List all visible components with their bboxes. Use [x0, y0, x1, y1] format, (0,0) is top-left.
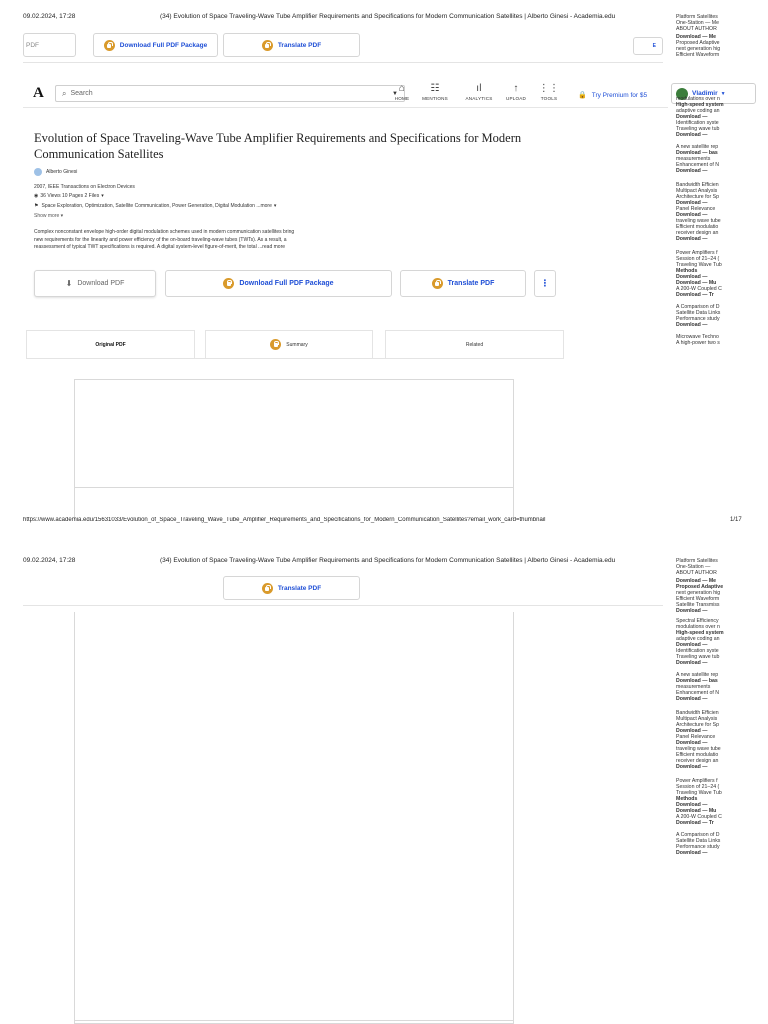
sidebar-item[interactable]: High-speed system	[676, 102, 724, 108]
sidebar-item[interactable]: A Comparison of D	[676, 832, 720, 838]
sidebar-item[interactable]: measurements	[676, 156, 711, 162]
publication-info: 2007, IEEE Transactions on Electron Devices	[34, 184, 135, 190]
sidebar-item[interactable]: Power Amplifiers f	[676, 778, 718, 784]
sidebar-line: One-Station — Me	[676, 20, 719, 26]
sidebar-download-link[interactable]: Download —	[676, 132, 708, 138]
sidebar-download-link[interactable]: Download — Me	[676, 34, 717, 40]
sidebar-item[interactable]: Proposed Adaptive	[676, 584, 724, 590]
sidebar-item[interactable]: Spectral Efficiency	[676, 618, 719, 624]
sidebar-download-link[interactable]: Download —	[676, 696, 708, 702]
sidebar-download-link[interactable]: Download — Mu	[676, 280, 717, 286]
sidebar-item[interactable]: Session of 21–24 (	[676, 256, 720, 262]
lock-icon	[262, 583, 273, 594]
author-row[interactable]	[34, 168, 77, 176]
sidebar-item[interactable]: modulations over n	[676, 96, 720, 102]
lock-icon	[262, 40, 273, 51]
print-page-title-page2: (34) Evolution of Space Traveling-Wave Tube Amplifier Requirements and Specifications for Modern Communication Satellites | Alberto Ginesi - Academia.edu	[160, 557, 616, 564]
related-papers-sidebar-page2	[676, 558, 768, 1024]
sidebar-item[interactable]: A new satellite rep	[676, 672, 719, 678]
tools-icon: ⋮⋮	[538, 83, 560, 94]
download-icon: ⬇	[65, 279, 73, 288]
lock-icon	[270, 339, 281, 350]
sidebar-item[interactable]: Microwave Techno	[676, 334, 719, 340]
sidebar-download-link[interactable]: Download —	[676, 802, 708, 808]
sidebar-item[interactable]: Bandwidth Efficien	[676, 710, 719, 716]
download-pdf-main-label: Download PDF	[77, 280, 125, 287]
abstract-line-3: reassessment of typical TWT specifications is required. A digital system-level figure-of-merit, the total ...read more	[34, 244, 286, 250]
sidebar-item[interactable]: Enhancement of N	[676, 690, 719, 696]
translate-pdf-label: Translate PDF	[277, 41, 322, 49]
more-options-icon: ⋮	[540, 278, 550, 288]
sidebar-item[interactable]: Efficient modulatio	[676, 752, 719, 758]
sidebar-item[interactable]: High-speed system	[676, 630, 724, 636]
sidebar-item[interactable]: Session of 21–24 (	[676, 784, 720, 790]
sidebar-item[interactable]: A Comparison of D	[676, 304, 720, 310]
sidebar-item[interactable]: next generation hig	[676, 590, 721, 596]
sidebar-item[interactable]: Satellite Data Links	[676, 310, 721, 316]
translate-pdf-button-main[interactable]	[400, 270, 526, 297]
paper-title-line-2: Communication Satellites	[34, 147, 164, 161]
sidebar-download-link[interactable]: Download —	[676, 764, 708, 770]
pdf-page-viewer-page2[interactable]	[74, 612, 514, 1024]
sidebar-item[interactable]: Bandwidth Efficien	[676, 182, 719, 188]
sidebar-download-link[interactable]: Download — Tr	[676, 292, 714, 298]
download-package-main-label: Download Full PDF Package	[239, 280, 334, 287]
sidebar-download-link[interactable]: Download —	[676, 114, 708, 120]
topics-text[interactable]: Space Exploration, Optimization, Satellite Communication, Power Generation, Digital Modulation ...more	[41, 203, 272, 209]
sidebar-item[interactable]: Power Amplifiers f	[676, 250, 718, 256]
tab-original-pdf-label: Original PDF	[95, 341, 126, 348]
print-date: 09.02.2024, 17:28	[23, 13, 76, 20]
sidebar-download-link[interactable]: Download —	[676, 322, 708, 328]
search-icon: ⌕	[62, 88, 67, 98]
sidebar-download-link[interactable]: Download —	[676, 168, 708, 174]
tab-related[interactable]	[385, 330, 564, 358]
sidebar-item[interactable]: Identification syste	[676, 120, 719, 126]
sidebar-item[interactable]: Efficient Waveform	[676, 52, 720, 58]
sidebar-item[interactable]: traveling wave tube	[676, 218, 721, 224]
sidebar-item[interactable]: Traveling Wave Tub	[676, 262, 722, 268]
nav-analytics-label: ANALYTICS	[465, 96, 493, 101]
download-pdf-button-main[interactable]	[34, 270, 156, 297]
sidebar-item[interactable]: Architecture for Sp	[676, 194, 719, 200]
sidebar-item[interactable]: next generation hig	[676, 46, 721, 52]
lock-icon	[432, 278, 443, 289]
sidebar-download-link[interactable]: Download —	[676, 200, 708, 206]
sidebar-item[interactable]: Enhancement of N	[676, 162, 719, 168]
download-package-button[interactable]	[93, 33, 218, 57]
sidebar-download-link[interactable]: Download — bas	[676, 150, 718, 156]
tag-icon: ⚑	[34, 203, 39, 209]
sidebar-download-link[interactable]: Download —	[676, 642, 708, 648]
print-date-page2: 09.02.2024, 17:28	[23, 557, 76, 564]
sidebar-line: ABOUT AUTHOR	[676, 26, 717, 32]
try-premium-label: Try Premium for $5	[591, 91, 648, 99]
show-more-link[interactable]: Show more ▾	[34, 213, 64, 219]
tabs-divider	[26, 358, 564, 359]
sidebar-item[interactable]: Multipact Analysis	[676, 716, 718, 722]
sidebar-item[interactable]: Panel Relevance	[676, 734, 716, 740]
lock-icon	[104, 40, 115, 51]
home-icon: ⌂	[398, 83, 406, 94]
sidebar-item[interactable]: Satellite Transmiss	[676, 602, 720, 608]
sidebar-item[interactable]: Methods	[676, 796, 698, 802]
abstract-line-2: new requirements for the linearity and power efficiency of the on-board traveling-wave tubes (TWTs). As a result, a	[34, 236, 287, 243]
academia-logo[interactable]: A	[33, 85, 44, 101]
nav-upload-label: UPLOAD	[505, 96, 527, 101]
chevron-down-icon[interactable]: ▾	[101, 193, 104, 199]
sticky-action-bar	[23, 29, 663, 63]
chevron-down-icon: ▼	[720, 90, 726, 97]
sidebar-item[interactable]: Efficient modulatio	[676, 224, 719, 230]
sidebar-download-link[interactable]: Download —	[676, 608, 708, 614]
sidebar-item[interactable]: Methods	[676, 268, 698, 274]
tab-related-label: Related	[465, 341, 484, 348]
show-more-label: Show more	[34, 213, 60, 219]
sticky-action-bar-page2	[23, 572, 663, 606]
sidebar-line: Platform Satellites	[676, 14, 718, 20]
related-papers-sidebar	[676, 14, 768, 519]
nav-tools-label: TOOLS	[540, 96, 558, 101]
nav-mentions-label: MENTIONS	[422, 96, 448, 101]
download-pdf-label: PDF	[26, 41, 39, 49]
sticky-more-button[interactable]	[633, 37, 663, 55]
sidebar-line: ABOUT AUTHOR	[676, 570, 717, 576]
print-url: https://www.academia.edu/15631033/Evolution_of_Space_Traveling_Wave_Tube_Amplifier_Requirements_and_Specifications_for_Modern_Communication_Satellites?email_work_card=thumbnail	[23, 517, 546, 523]
paper-stats	[34, 193, 104, 199]
nav-analytics[interactable]	[463, 83, 495, 101]
pdf-page-viewer[interactable]	[74, 379, 514, 519]
sidebar-item[interactable]: A new satellite rep	[676, 144, 719, 150]
more-options-button[interactable]	[534, 270, 556, 297]
tab-original-pdf[interactable]	[26, 330, 195, 358]
chevron-down-icon[interactable]: ▾	[273, 203, 277, 209]
author-avatar	[34, 168, 42, 176]
lock-icon: 🔒	[578, 92, 587, 99]
sidebar-download-link[interactable]: Download —	[676, 212, 708, 218]
paper-title	[34, 130, 634, 162]
sidebar-download-link[interactable]: Download —	[676, 274, 708, 280]
nav-home-label: HOME	[394, 96, 410, 101]
try-premium-link[interactable]	[578, 89, 647, 101]
sidebar-item[interactable]: A 200-W Coupled C	[676, 814, 722, 820]
sidebar-item[interactable]: receiver design an	[676, 758, 719, 764]
sidebar-item[interactable]: A high-power two s	[676, 340, 720, 346]
eye-icon: ◉	[34, 193, 39, 199]
nav-home[interactable]	[390, 83, 414, 101]
sidebar-download-link[interactable]: Download —	[676, 236, 708, 242]
pdf-page-separator	[75, 487, 513, 488]
sidebar-item[interactable]: Identification syste	[676, 648, 719, 654]
sidebar-item[interactable]: Performance study	[676, 844, 720, 850]
translate-pdf-button-page2[interactable]	[223, 576, 360, 600]
translate-pdf-label: Translate PDF	[277, 584, 322, 592]
sidebar-item[interactable]: Efficient Waveform	[676, 596, 720, 602]
sidebar-item[interactable]: modulations over n	[676, 624, 720, 630]
paper-title-line-1: Evolution of Space Traveling-Wave Tube Amplifier Requirements and Specifications for Modern	[34, 131, 522, 145]
sidebar-download-link[interactable]: Download — Me	[676, 578, 717, 584]
sidebar-item[interactable]: receiver design an	[676, 230, 719, 236]
analytics-icon: ıl	[476, 83, 482, 94]
sidebar-download-link[interactable]: Download — Mu	[676, 808, 717, 814]
abstract	[34, 229, 394, 252]
sidebar-item[interactable]: Traveling Wave Tub	[676, 790, 722, 796]
sticky-more-label: E	[652, 43, 656, 49]
sidebar-item[interactable]: Proposed Adaptive	[676, 40, 720, 46]
sidebar-item[interactable]: Panel Relevance	[676, 206, 716, 212]
user-name: Vladimir	[692, 90, 718, 97]
download-pdf-button[interactable]	[23, 33, 76, 57]
lock-icon	[223, 278, 234, 289]
download-package-button-main[interactable]	[165, 270, 392, 297]
sidebar-item[interactable]: adaptive coding an	[676, 636, 720, 642]
abstract-line-1: Complex nonconstant envelope high-order digital modulation schemes used in modern communication satellites bring	[34, 229, 295, 235]
tab-summary-label: Summary	[286, 341, 308, 348]
sidebar-line: One-Station —	[676, 564, 711, 570]
sidebar-item[interactable]: adaptive coding an	[676, 108, 720, 114]
nav-tools[interactable]	[537, 83, 561, 101]
sidebar-download-link[interactable]: Download —	[676, 740, 708, 746]
sidebar-download-link[interactable]: Download —	[676, 850, 708, 856]
nav-mentions[interactable]	[420, 83, 450, 101]
search-input[interactable]	[55, 85, 405, 102]
download-package-label: Download Full PDF Package	[119, 41, 208, 49]
upload-icon: ↑	[513, 83, 519, 94]
translate-pdf-main-label: Translate PDF	[447, 280, 495, 287]
sidebar-item[interactable]: Traveling wave tub	[676, 126, 720, 132]
sidebar-item[interactable]: Performance study	[676, 316, 720, 322]
paper-stats-text: 36 Views 10 Pages 2 Files	[40, 193, 100, 199]
sidebar-item[interactable]: Architecture for Sp	[676, 722, 719, 728]
topics-row	[34, 203, 276, 209]
tab-summary[interactable]	[205, 330, 373, 358]
translate-pdf-button[interactable]	[223, 33, 360, 57]
mentions-icon: ☷	[430, 83, 440, 94]
sidebar-download-link[interactable]: Download —	[676, 728, 708, 734]
search-scope-dropdown-icon[interactable]: ▼	[392, 90, 398, 97]
author-name[interactable]: Alberto Ginesi	[46, 169, 78, 175]
sidebar-item[interactable]: Satellite Data Links	[676, 838, 721, 844]
sidebar-item[interactable]: traveling wave tube	[676, 746, 721, 752]
sidebar-item[interactable]: A 200-W Coupled C	[676, 286, 722, 292]
nav-upload[interactable]	[503, 83, 529, 101]
print-page-title: (34) Evolution of Space Traveling-Wave Tube Amplifier Requirements and Specifications for Modern Communication Satellites | Alberto Ginesi - Academia.edu	[160, 13, 616, 20]
sidebar-line: Platform Satellites	[676, 558, 718, 564]
pdf-page-separator	[75, 1020, 513, 1021]
sidebar-download-link[interactable]: Download — bas	[676, 678, 718, 684]
search-placeholder: Search	[70, 90, 93, 97]
print-page-number: 1/17	[730, 517, 742, 523]
sidebar-download-link[interactable]: Download —	[676, 660, 708, 666]
sidebar-download-link[interactable]: Download — Tr	[676, 820, 714, 826]
sidebar-item[interactable]: Traveling wave tub	[676, 654, 720, 660]
sidebar-item[interactable]: Multipact Analysis	[676, 188, 718, 194]
sidebar-item[interactable]: measurements	[676, 684, 711, 690]
